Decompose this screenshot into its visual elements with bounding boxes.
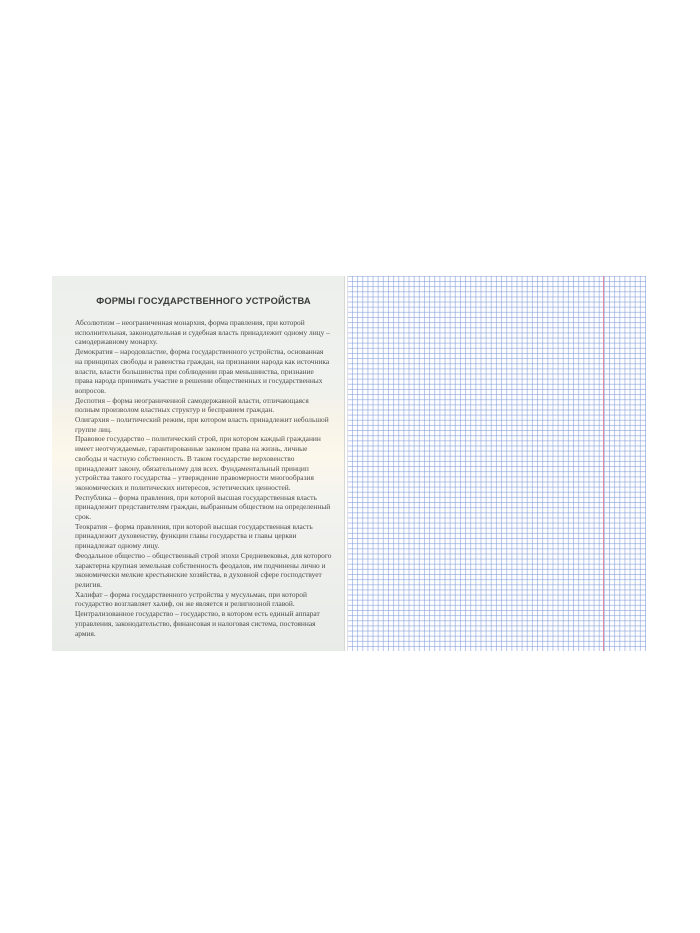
definition-paragraph: Олигархия – политический режим, при котором власть принадлежит небольшой группе лиц.	[75, 415, 329, 434]
definition-paragraph: Феодальное общество – общественный строй эпохи Средневековья, для которого характерна крупная земельная собственность феодалов, им подчинены лично и экономически мелкие крестьянские хозяйства, в духовной сфере господствует религия.	[75, 550, 332, 589]
reference-page	[52, 276, 345, 651]
definition-paragraph: Республика – форма правления, при которой высшая государственная власть принадлежит представителям граждан, выбранным обществом на определенный срок.	[75, 492, 331, 522]
definition-paragraph: Правовое государство – политический строй, при котором каждый гражданин имеет неотчуждаемые, гарантированные законом права на жизнь, личные свободы и частную собственность. В таком государстве верховенство принадлежит закону, обязательному для всех. Фундаментальный принцип устройства такого государства – утверждение правомерности многообразия экономических и политических интересов, эстетических ценностей.	[75, 434, 321, 492]
definition-paragraph: Халифат – форма государственного устройства у мусульман, при которой государство возглавляет халиф, он же является и религиозной главой.	[75, 589, 307, 609]
definition-paragraph: Теократия – форма правления, при которой высшая государственная власть принадлежит духовенству, функции главы государства и главы церкви принадлежат одному лицу.	[75, 521, 313, 551]
margin-line	[603, 276, 604, 651]
definition-paragraph: Демократия – народовластие, форма государственного устройства, основанная на принципах свободы и равенства граждан, на признании народа как источника власти, власти большинства при соблюдении прав меньшинства, признание права народа принимать участие в решении общественных и государственных вопросов.	[75, 347, 330, 395]
page-title: ФОРМЫ ГОСУДАРСТВЕННОГО УСТРОЙСТВА	[96, 296, 311, 306]
definitions-text	[75, 318, 332, 638]
graph-paper-page	[347, 276, 646, 651]
definition-paragraph: Централизованное государство – государство, в котором есть единый аппарат управления, законодательство, финансовая и налоговая система, постоянная армия.	[75, 609, 320, 638]
definition-paragraph: Деспотия – форма неограниченной самодержавной власти, отличающаяся полным произволом властных структур и бесправием граждан.	[75, 395, 309, 415]
definition-paragraph: Абсолютизм – неограниченная монархия, форма правления, при которой исполнительная, законодательная и судебная власть принадлежит одному лицу – самодержавному монарху.	[75, 318, 330, 347]
notebook-spread	[52, 276, 646, 651]
